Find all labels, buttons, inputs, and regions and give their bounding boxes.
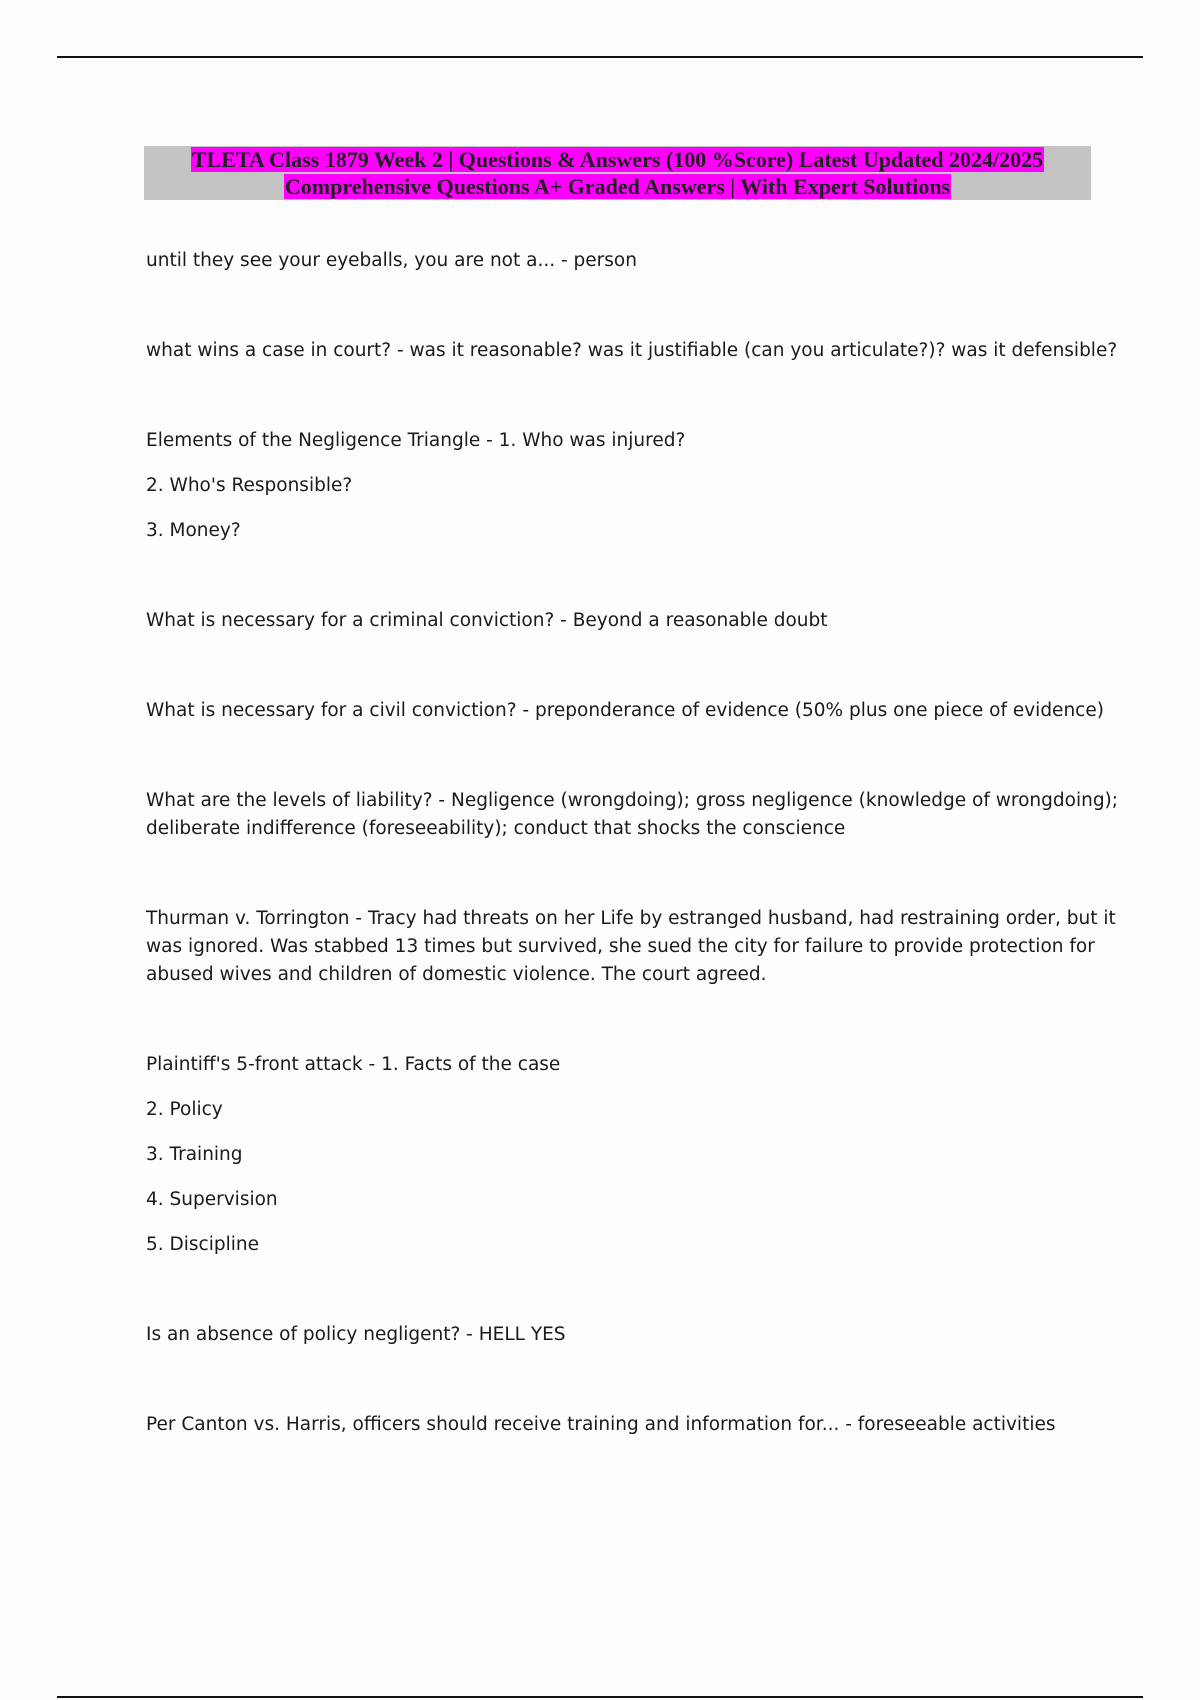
qa-item bbox=[146, 247, 1096, 275]
qa-item bbox=[146, 1411, 1096, 1439]
qa-text: What is necessary for a civil conviction? - preponderance of evidence (50% plus one piece of evidence) bbox=[146, 700, 1104, 721]
qa-item bbox=[146, 1321, 1096, 1349]
document-title bbox=[144, 146, 1091, 200]
qa-item bbox=[146, 607, 1096, 635]
qa-item bbox=[146, 1051, 1096, 1259]
qa-item bbox=[146, 427, 1096, 545]
header-rule bbox=[57, 56, 1143, 58]
qa-text: until they see your eyeballs, you are not a... - person bbox=[146, 250, 637, 271]
qa-item bbox=[146, 905, 1116, 989]
qa-list bbox=[146, 247, 1119, 1439]
qa-text: Thurman v. Torrington - Tracy had threats on her Life by estranged husband, had restraining order, but it bbox=[146, 908, 1116, 929]
qa-item bbox=[146, 337, 1118, 365]
qa-list-item: 2. Policy bbox=[146, 1099, 223, 1120]
qa-text: what wins a case in court? - was it reasonable? was it justifiable (can you articulate?)? was it defensible? bbox=[146, 340, 1118, 361]
qa-text: Per Canton vs. Harris, officers should receive training and information for... - foreseeable activities bbox=[146, 1414, 1056, 1435]
qa-item bbox=[146, 787, 1119, 843]
qa-list-item: 5. Discipline bbox=[146, 1234, 259, 1255]
footer-rule bbox=[57, 1696, 1143, 1698]
qa-text: What are the levels of liability? - Negligence (wrongdoing); gross negligence (knowledge of wrongdoing); bbox=[146, 790, 1119, 811]
qa-text: was ignored. Was stabbed 13 times but survived, she sued the city for failure to provide protection for bbox=[146, 936, 1095, 957]
qa-list-item: 3. Training bbox=[146, 1144, 243, 1165]
qa-text: Plaintiff's 5-front attack - 1. Facts of the case bbox=[146, 1054, 561, 1075]
title-line-2: Comprehensive Questions A+ Graded Answers | With Expert Solutions bbox=[284, 174, 951, 199]
qa-text: Elements of the Negligence Triangle - 1. Who was injured? bbox=[146, 430, 686, 451]
qa-item bbox=[146, 697, 1104, 725]
qa-text: deliberate indifference (foreseeability); conduct that shocks the conscience bbox=[146, 818, 846, 839]
qa-list-item: 4. Supervision bbox=[146, 1189, 278, 1210]
qa-list-item: 3. Money? bbox=[146, 520, 241, 541]
qa-text: abused wives and children of domestic violence. The court agreed. bbox=[146, 964, 767, 985]
qa-text: What is necessary for a criminal conviction? - Beyond a reasonable doubt bbox=[146, 610, 828, 631]
title-line-1: TLETA Class 1879 Week 2 | Questions & Answers (100 %Score) Latest Updated 2024/2025 bbox=[191, 147, 1044, 172]
qa-list-item: 2. Who's Responsible? bbox=[146, 475, 353, 496]
qa-text: Is an absence of policy negligent? - HELL YES bbox=[146, 1324, 566, 1345]
